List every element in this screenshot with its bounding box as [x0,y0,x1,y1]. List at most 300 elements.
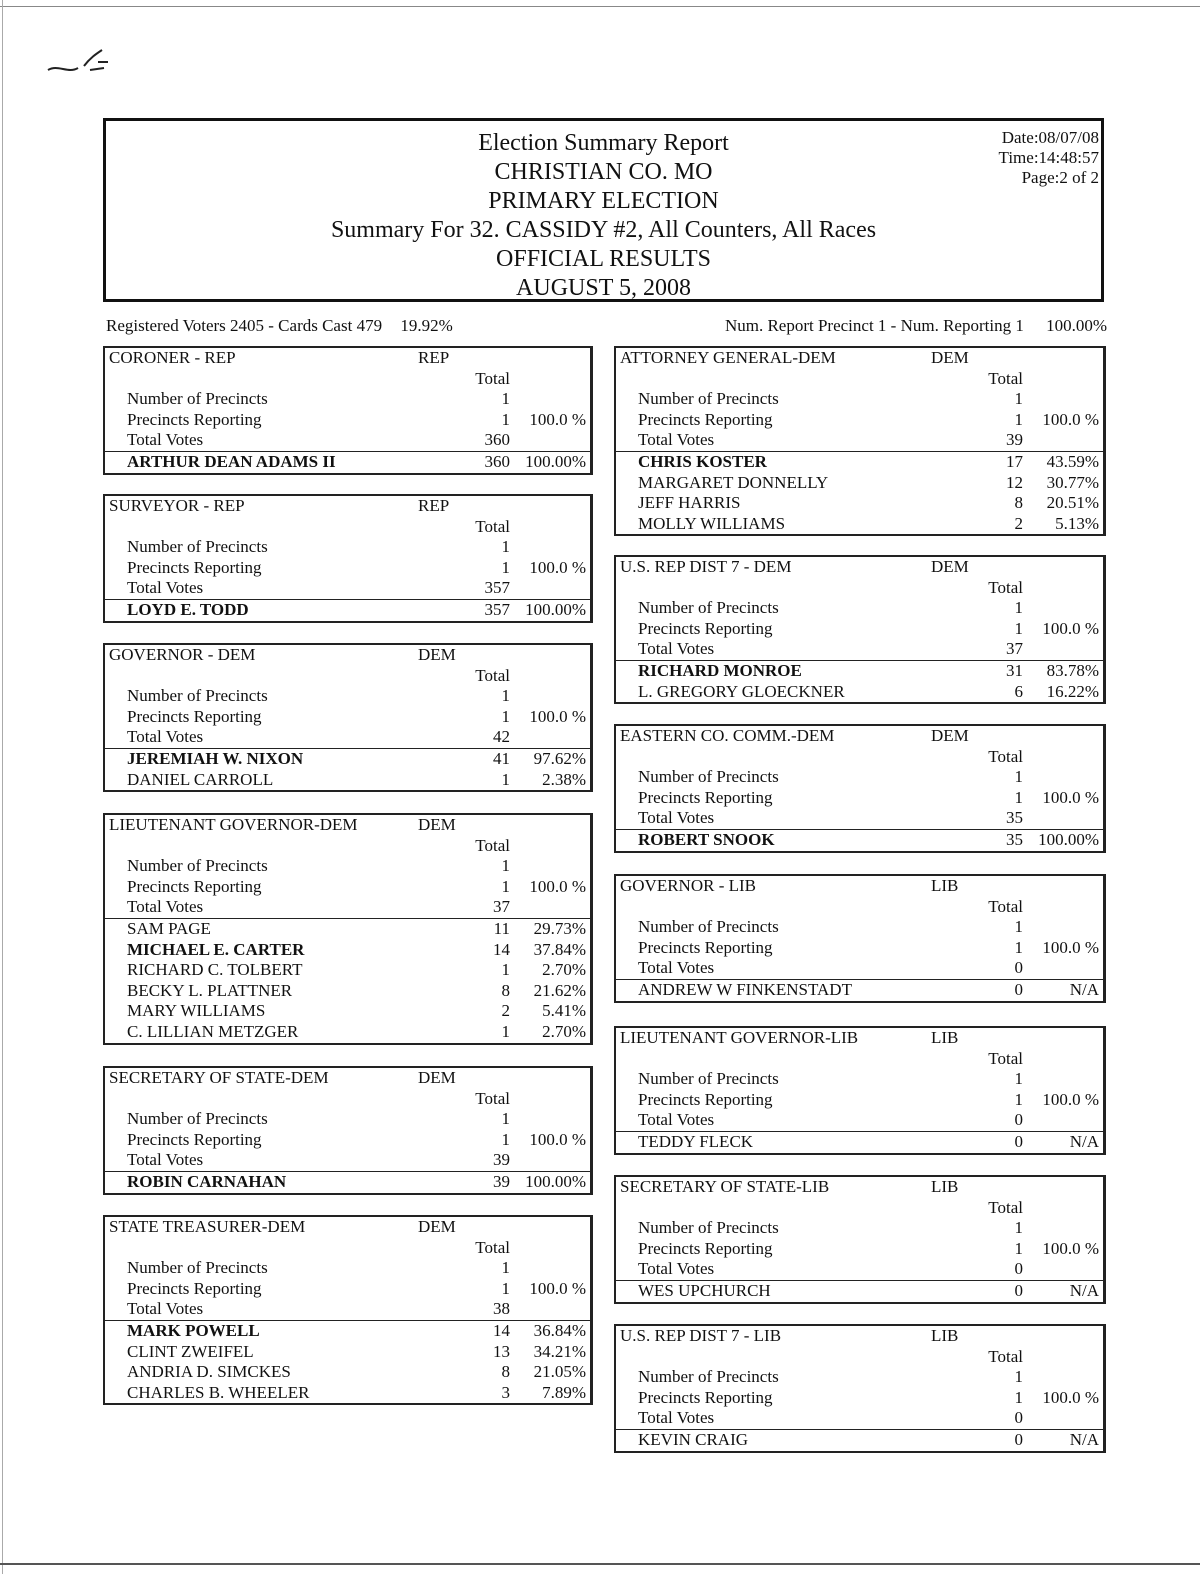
candidate-name: MARK POWELL [127,1320,260,1340]
candidate-row [105,599,590,621]
candidate-row [616,979,1103,1001]
candidate-row [105,1022,590,1043]
race-box [614,555,1106,704]
precincts-value: 1 [1014,1069,1023,1089]
total-votes-value: 0 [1014,1259,1023,1279]
reporting-pct: 100.0 % [529,1278,586,1298]
candidate-pct: 97.62% [533,748,586,768]
candidate-name: CHARLES B. WHEELER [127,1382,310,1402]
candidate-name: RICHARD MONROE [638,660,802,680]
candidate-pct: 83.78% [1046,660,1099,680]
race-box [614,1026,1106,1155]
precincts-value: 1 [1014,598,1023,618]
scan-edge-left [2,0,3,1574]
precincts-label: Number of Precincts [127,389,268,409]
candidate-row [105,1383,590,1404]
candidate-pct: 100.00% [525,1171,586,1191]
reporting-label: Precincts Reporting [127,1278,262,1298]
race-party: DEM [418,1068,456,1087]
candidate-pct: 36.84% [533,1320,586,1340]
candidate-votes: 8 [501,1362,510,1382]
candidate-name: BECKY L. PLATTNER [127,980,293,1000]
race-title: CORONER - REP [109,348,236,367]
precincts-label: Number of Precincts [127,1109,268,1129]
candidate-row [105,748,590,770]
total-votes-label: Total Votes [638,958,715,978]
race-party: REP [418,348,450,367]
candidate-votes: 17 [1006,451,1023,471]
total-votes-row [105,578,590,599]
reporting-row [616,938,1103,959]
total-votes-value: 357 [484,578,510,598]
precinct-reporting-pct: 100.00% [1046,316,1107,335]
race-box [614,1324,1106,1453]
precincts-label: Number of Precincts [638,598,779,618]
total-header-row [616,578,1103,599]
race-box [103,643,593,792]
total-column-header: Total [988,896,1023,916]
total-votes-row [616,808,1103,829]
precincts-value: 1 [1014,1218,1023,1238]
candidate-name: JEREMIAH W. NIXON [127,748,304,768]
county-name: CHRISTIAN CO. MO [494,159,713,185]
candidate-name: ANDREW W FINKENSTADT [638,979,852,999]
total-votes-row [616,1259,1103,1280]
reporting-row [616,410,1103,431]
precincts-value: 1 [501,1109,510,1129]
precincts-row [105,389,590,410]
precincts-label: Number of Precincts [127,1258,268,1278]
race-title-row [105,1217,590,1238]
reporting-pct: 100.0 % [1042,1089,1099,1109]
candidate-name: ARTHUR DEAN ADAMS II [127,451,336,471]
precincts-value: 1 [501,537,510,557]
candidate-row [616,473,1103,494]
candidate-votes: 3 [501,1382,510,1402]
candidate-votes: 2 [501,1001,510,1021]
candidate-row [105,940,590,961]
report-title-block [106,129,1101,303]
total-header-row [616,1198,1103,1219]
reporting-row [616,619,1103,640]
precincts-value: 1 [501,1258,510,1278]
precincts-value: 1 [1014,389,1023,409]
candidate-votes: 14 [493,1320,510,1340]
total-column-header: Total [475,835,510,855]
candidate-pct: 5.13% [1055,513,1099,533]
report-header [103,118,1104,302]
candidate-name: ANDRIA D. SIMCKES [127,1362,291,1382]
race-title-row [105,348,590,369]
candidate-name: DANIEL CARROLL [127,769,274,789]
candidate-name: MOLLY WILLIAMS [638,513,786,533]
total-column-header: Total [988,577,1023,597]
total-header-row [105,836,590,857]
candidate-pct: 7.89% [542,1382,586,1402]
total-column-header: Total [988,746,1023,766]
race-title: GOVERNOR - DEM [109,645,256,664]
candidate-row [105,1342,590,1363]
candidate-row [105,770,590,791]
total-votes-row [616,958,1103,979]
total-votes-row [616,430,1103,451]
candidate-name: ROBIN CARNAHAN [127,1171,287,1191]
election-date: AUGUST 5, 2008 [516,275,691,301]
race-title: LIEUTENANT GOVERNOR-DEM [109,815,358,834]
candidate-pct: 37.84% [533,939,586,959]
candidate-votes: 8 [1014,493,1023,513]
candidate-row [105,451,590,473]
total-header-row [105,369,590,390]
candidate-pct: 30.77% [1046,472,1099,492]
total-votes-value: 37 [1006,639,1023,659]
total-votes-value: 38 [493,1299,510,1319]
total-votes-label: Total Votes [127,430,204,450]
reporting-pct: 100.0 % [529,876,586,896]
candidate-votes: 0 [1014,1280,1023,1300]
precinct-reporting-summary [725,316,1107,336]
total-votes-value: 0 [1014,1110,1023,1130]
total-header-row [616,1347,1103,1368]
candidate-votes: 2 [1014,513,1023,533]
race-title: U.S. REP DIST 7 - LIB [620,1326,782,1345]
registered-voters-summary [106,316,453,336]
race-box [103,1215,593,1405]
candidate-name: LOYD E. TODD [127,599,249,619]
reporting-value: 1 [1014,1387,1023,1407]
candidate-row [616,660,1103,682]
candidate-name: ROBERT SNOOK [638,829,775,849]
candidate-votes: 1 [501,960,510,980]
reporting-value: 1 [1014,1089,1023,1109]
total-votes-row [105,727,590,748]
scan-edge-top [0,6,1200,7]
race-party: DEM [931,557,969,576]
reporting-pct: 100.0 % [1042,1238,1099,1258]
race-party: LIB [931,1326,959,1345]
precincts-value: 1 [1014,917,1023,937]
race-title: LIEUTENANT GOVERNOR-LIB [620,1028,859,1047]
race-title: U.S. REP DIST 7 - DEM [620,557,792,576]
candidate-row [105,918,590,940]
reporting-row [616,1090,1103,1111]
candidate-votes: 0 [1014,979,1023,999]
handwritten-mark-icon [40,40,120,80]
race-party: DEM [418,815,456,834]
race-title-row [616,348,1103,369]
precincts-label: Number of Precincts [638,917,779,937]
reporting-label: Precincts Reporting [638,618,773,638]
candidate-name: CLINT ZWEIFEL [127,1341,254,1361]
reporting-row [105,558,590,579]
reporting-pct: 100.0 % [1042,1387,1099,1407]
race-title-row [616,876,1103,897]
reporting-row [105,877,590,898]
candidate-name: TEDDY FLECK [638,1131,754,1151]
race-box [103,346,593,475]
total-votes-label: Total Votes [127,578,204,598]
candidate-row [105,1320,590,1342]
total-votes-label: Total Votes [638,808,715,828]
candidate-pct: 5.41% [542,1001,586,1021]
scan-edge-bottom [0,1563,1200,1565]
race-party: DEM [418,645,456,664]
precincts-row [105,686,590,707]
registered-voters-text: Registered Voters 2405 - Cards Cast 479 [106,316,383,335]
total-column-header: Total [988,1048,1023,1068]
race-title-row [105,645,590,666]
race-title: STATE TREASURER-DEM [109,1217,306,1236]
candidate-name: SAM PAGE [127,918,211,938]
race-party: LIB [931,1177,959,1196]
report-page: Page:2 of 2 [1021,168,1099,187]
reporting-value: 1 [1014,1238,1023,1258]
reporting-value: 1 [501,876,510,896]
candidate-name: WES UPCHURCH [638,1280,771,1300]
reporting-value: 1 [501,409,510,429]
precincts-row [616,767,1103,788]
race-title-row [616,726,1103,747]
race-title-row [105,815,590,836]
total-column-header: Total [988,1346,1023,1366]
reporting-label: Precincts Reporting [638,1089,773,1109]
candidate-votes: 357 [484,599,510,619]
race-title: EASTERN CO. COMM.-DEM [620,726,835,745]
candidate-row [616,514,1103,535]
candidate-votes: 1 [501,769,510,789]
reporting-pct: 100.0 % [1042,409,1099,429]
candidate-name: MICHAEL E. CARTER [127,939,305,959]
precincts-row [105,1109,590,1130]
reporting-row [105,707,590,728]
candidate-votes: 6 [1014,681,1023,701]
total-votes-value: 0 [1014,1408,1023,1428]
candidate-votes: 12 [1006,472,1023,492]
candidate-row [105,960,590,981]
report-time: Time:14:48:57 [998,148,1099,167]
precincts-row [616,1218,1103,1239]
reporting-row [105,1130,590,1151]
total-votes-row [105,897,590,918]
total-votes-label: Total Votes [127,897,204,917]
precincts-label: Number of Precincts [638,767,779,787]
reporting-row [105,410,590,431]
candidate-votes: 0 [1014,1429,1023,1449]
turnout-pct: 19.92% [400,316,453,335]
total-votes-value: 37 [493,897,510,917]
candidate-votes: 41 [493,748,510,768]
race-party: DEM [418,1217,456,1236]
precincts-value: 1 [1014,767,1023,787]
precincts-row [616,598,1103,619]
total-votes-row [616,639,1103,660]
candidate-row [105,1001,590,1022]
precincts-value: 1 [501,856,510,876]
total-column-header: Total [988,368,1023,388]
total-votes-value: 39 [493,1150,510,1170]
total-header-row [616,897,1103,918]
race-box [103,494,593,623]
reporting-pct: 100.0 % [529,706,586,726]
total-votes-row [616,1110,1103,1131]
precincts-label: Number of Precincts [638,1069,779,1089]
reporting-label: Precincts Reporting [127,706,262,726]
total-column-header: Total [475,516,510,536]
candidate-pct: 2.38% [542,769,586,789]
reporting-pct: 100.0 % [1042,618,1099,638]
candidate-pct: 43.59% [1046,451,1099,471]
candidate-name: L. GREGORY GLOECKNER [638,681,845,701]
race-box [103,1066,593,1195]
candidate-pct: 2.70% [542,960,586,980]
candidate-pct: 100.00% [525,599,586,619]
reporting-pct: 100.0 % [529,557,586,577]
precincts-row [105,856,590,877]
total-votes-label: Total Votes [638,430,715,450]
total-votes-label: Total Votes [638,1259,715,1279]
precincts-value: 1 [501,389,510,409]
total-header-row [105,1089,590,1110]
summary-scope: Summary For 32. CASSIDY #2, All Counters, All Races [330,217,877,243]
candidate-pct: N/A [1069,1429,1099,1449]
race-box [614,874,1106,1003]
precincts-row [616,1367,1103,1388]
reporting-label: Precincts Reporting [638,1387,773,1407]
candidate-pct: N/A [1069,979,1099,999]
reporting-row [105,1279,590,1300]
candidate-row [616,829,1103,851]
candidate-row [616,1429,1103,1451]
total-votes-label: Total Votes [638,1408,715,1428]
precincts-row [616,389,1103,410]
report-date: Date:08/07/08 [1001,128,1099,147]
total-header-row [105,517,590,538]
race-title: SURVEYOR - REP [109,496,245,515]
candidate-row [616,451,1103,473]
report-meta [999,128,1099,188]
candidate-votes: 8 [501,980,510,1000]
reporting-label: Precincts Reporting [638,409,773,429]
candidate-row [616,493,1103,514]
candidate-name: MARY WILLIAMS [127,1001,266,1021]
race-party: REP [418,496,450,515]
total-column-header: Total [475,665,510,685]
precincts-label: Number of Precincts [127,537,268,557]
candidate-pct: 2.70% [542,1021,586,1041]
race-title: SECRETARY OF STATE-DEM [109,1068,329,1087]
race-title-row [616,1326,1103,1347]
total-column-header: Total [475,368,510,388]
candidate-pct: N/A [1069,1131,1099,1151]
race-party: LIB [931,876,959,895]
precincts-value: 1 [501,686,510,706]
total-votes-label: Total Votes [127,1150,204,1170]
race-party: LIB [931,1028,959,1047]
total-header-row [616,369,1103,390]
total-column-header: Total [475,1237,510,1257]
report-title: Election Summary Report [478,130,729,156]
total-votes-label: Total Votes [127,1299,204,1319]
reporting-value: 1 [1014,409,1023,429]
candidate-votes: 31 [1006,660,1023,680]
total-column-header: Total [475,1088,510,1108]
reporting-value: 1 [1014,787,1023,807]
reporting-value: 1 [501,706,510,726]
candidate-pct: 100.00% [1038,829,1099,849]
race-box [614,1175,1106,1304]
precincts-row [616,917,1103,938]
precinct-reporting-text: Num. Report Precinct 1 - Num. Reporting 1 [724,316,1024,335]
candidate-pct: N/A [1069,1280,1099,1300]
total-votes-row [105,1150,590,1171]
reporting-pct: 100.0 % [529,409,586,429]
candidate-row [105,981,590,1002]
candidate-votes: 360 [484,451,510,471]
total-votes-value: 0 [1014,958,1023,978]
reporting-value: 1 [501,557,510,577]
candidate-pct: 16.22% [1046,681,1099,701]
race-title-row [616,1177,1103,1198]
candidate-name: MARGARET DONNELLY [638,472,829,492]
race-party: DEM [931,726,969,745]
precincts-value: 1 [1014,1367,1023,1387]
reporting-row [616,788,1103,809]
race-title-row [616,1028,1103,1049]
precincts-label: Number of Precincts [638,1218,779,1238]
race-title-row [616,557,1103,578]
candidate-row [105,1171,590,1193]
candidate-row [105,1362,590,1383]
candidate-pct: 29.73% [533,918,586,938]
results-status: OFFICIAL RESULTS [496,246,711,272]
candidate-votes: 13 [493,1341,510,1361]
reporting-label: Precincts Reporting [127,1129,262,1149]
reporting-label: Precincts Reporting [127,409,262,429]
candidate-votes: 1 [501,1021,510,1041]
reporting-row [616,1239,1103,1260]
race-box [103,813,593,1045]
race-title: GOVERNOR - LIB [620,876,756,895]
reporting-label: Precincts Reporting [638,787,773,807]
precincts-row [105,1258,590,1279]
reporting-label: Precincts Reporting [127,557,262,577]
candidate-pct: 100.00% [525,451,586,471]
election-name: PRIMARY ELECTION [488,188,719,214]
reporting-label: Precincts Reporting [127,876,262,896]
total-votes-row [105,430,590,451]
reporting-label: Precincts Reporting [638,937,773,957]
precincts-label: Number of Precincts [127,856,268,876]
total-votes-row [105,1299,590,1320]
candidate-pct: 21.62% [533,980,586,1000]
precincts-label: Number of Precincts [638,389,779,409]
precincts-label: Number of Precincts [127,686,268,706]
total-votes-value: 39 [1006,430,1023,450]
candidate-votes: 0 [1014,1131,1023,1151]
total-votes-label: Total Votes [638,1110,715,1130]
race-title-row [105,1068,590,1089]
total-votes-label: Total Votes [127,727,204,747]
total-header-row [616,747,1103,768]
candidate-row [616,682,1103,703]
candidate-row [616,1280,1103,1302]
precincts-label: Number of Precincts [638,1367,779,1387]
reporting-value: 1 [501,1129,510,1149]
candidate-name: C. LILLIAN METZGER [127,1021,299,1041]
candidate-votes: 11 [493,918,510,938]
candidate-pct: 20.51% [1046,493,1099,513]
candidate-pct: 21.05% [533,1362,586,1382]
